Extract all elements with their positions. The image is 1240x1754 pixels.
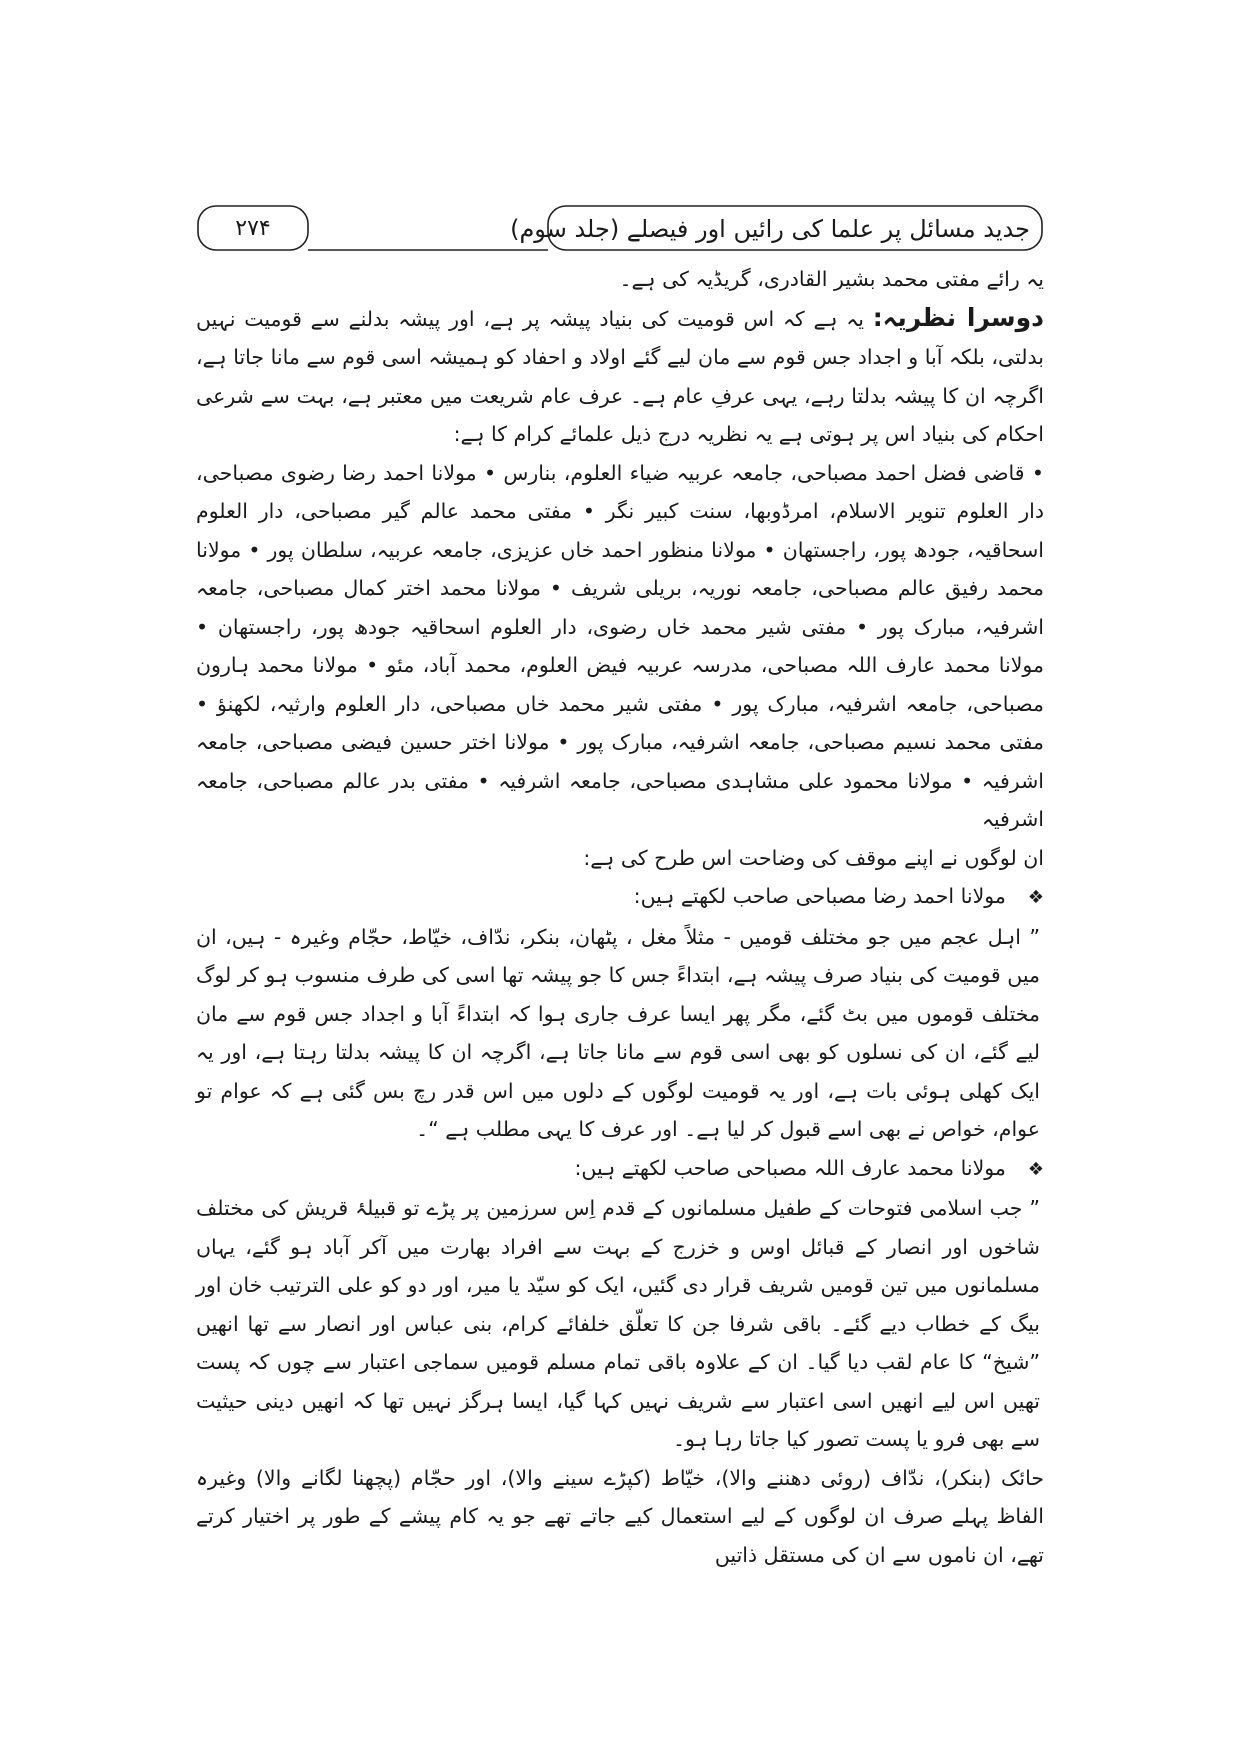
quote-heading [196,1149,1044,1190]
diamond-bullet-icon: ❖ [1027,1158,1044,1180]
page-number: ۲۷۴ [235,216,271,241]
paragraph: یہ رائے مفتی محمد بشیر القادری، گریڈیہ کی ہے۔ [619,267,1044,291]
section-lead: دوسرا نظریہ: [872,302,1045,332]
quote-heading [196,877,1044,918]
paragraph [196,299,1044,454]
diamond-bullet-icon: ❖ [1027,887,1044,908]
quote-heading-text: مولانا احمد رضا مصباحی صاحب لکھتے ہیں: [633,884,1006,908]
quotation: ” جب اسلامی فتوحات کے طفیل مسلمانوں کے قدم اِس سرزمین پر پڑے تو قبیلۂ قریش کی مختلف شاخوں اور انصار کے قبائل اوس و خزرج کے بہت سے افراد بھارت میں آکر آباد ہو گئے، یہاں مسلمانوں میں تین قومیں شریف قرار دی گئیں، ایک کو سیّد یا میر، اور دو کو علی الترتیب خان اور بیگ کے خطاب دیے گئے۔ باقی شرفا جن کا تعلّق خلفائے کرام، بنی عباس اور انصار سے تھا انھیں ”شیخ“ کا عام لقب دیا گیا۔ ان کے علاوہ باقی تمام مسلم قومیں سماجی اعتبار سے چوں کہ پست تھیں اس لیے انھیں اسی اعتبار سے شریف نہیں کہا گیا، ایسا ہرگز نہیں تھا کہ انھیں دینی حیثیت سے بھی فرو یا پست تصور کیا جاتا رہا ہو۔ [196,1196,1040,1451]
paragraph-text: یہ ہے کہ اس قومیت کی بنیاد پیشہ پر ہے، اور پیشہ بدلنے سے قومیت نہیں بدلتی، بلکہ آبا و اجداد جس قوم سے مان لیے گئے اولاد و احفاد کو ہمیشہ اسی قوم سے مانا جاتا ہے، اگرچہ ان کا پیشہ بدلتا رہے، یہی عرفِ عام ہے۔ عرف عام شریعت میں معتبر ہے، بہت سے شرعی احکام کی بنیاد اس پر ہوتی ہے یہ نظریہ درج ذیل علمائے کرام کا ہے: [196,306,1044,446]
paragraph: حائک (بنکر)، ندّاف (روئی دھننے والا)، خیّاط (کپڑے سینے والا)، اور حجّام (پچھنا لگانے والا) وغیرہ الفاظ پہلے صرف ان لوگوں کے لیے استعمال کیے جاتے تھے جو یہ کام پیشے کے طور پر اختیار کرتے تھے، ان ناموں سے ان کی مستقل ذاتیں [196,1465,1044,1567]
running-title: جدید مسائل پر علما کی رائیں اور فیصلے (جلد سوم) [510,215,1030,243]
scholars-list: • قاضی فضل احمد مصباحی، جامعہ عربیہ ضیاء العلوم، بنارس • مولانا احمد رضا رضوی مصباحی، دار العلوم تنویر الاسلام، امرڈوبھا، سنت کبیر نگر • مفتی محمد عالم گیر مصباحی، دار العلوم اسحاقیہ، جودھ پور، راجستھان • مولانا منظور احمد خاں عزیزی، جامعہ عربیہ، سلطان پور • مولانا محمد رفیق عالم مصباحی، جامعہ نوریہ، بریلی شریف • مولانا محمد اختر کمال مصباحی، جامعہ اشرفیہ، مبارک پور • مفتی شیر محمد خاں رضوی، دار العلوم اسحاقیہ جودھ پور، راجستھان • مولانا محمد عارف اللہ مصباحی، مدرسہ عربیہ فیض العلوم، محمد آباد، مئو • مولانا محمد ہارون مصباحی، جامعہ اشرفیہ، مبارک پور • مفتی شیر محمد خاں مصباحی، دار العلوم وارثیہ، لکھنؤ • مفتی محمد نسیم مصباحی، جامعہ اشرفیہ، مبارک پور • مولانا اختر حسین فیضی مصباحی، جامعہ اشرفیہ • مولانا محمود علی مشاہدی مصباحی، جامعہ اشرفیہ • مفتی بدر عالم مصباحی، جامعہ اشرفیہ [196,460,1044,831]
quotation: ” اہل عجم میں جو مختلف قومیں - مثلاً مغل ، پٹھان، بنکر، ندّاف، خیّاط، حجّام وغیرہ - ہیں، ان میں قومیت کی بنیاد صرف پیشہ ہے، ابتداءً جس کا جو پیشہ تھا اسی کی طرف منسوب ہو کر لوگ مختلف قوموں میں بٹ گئے، مگر پھر ایسا عرف جاری ہوا کہ ابتداءً آبا و اجداد جس قوم سے مان لیے گئے، ان کی نسلوں کو بھی اسی قوم سے مانا جاتا ہے، اگرچہ ان کا پیشہ بدلتا رہتا ہے، اور یہ ایک کھلی ہوئی بات ہے، اور یہ قومیت لوگوں کے دلوں میں اس قدر رچ بس گئی ہے کہ عوام تو عوام، خواص نے بھی اسے قبول کر لیا ہے۔ اور عرف کا یہی مطلب ہے “۔ [196,924,1040,1141]
paragraph: ان لوگوں نے اپنے موقف کی وضاحت اس طرح کی ہے: [583,845,1044,870]
page-header [196,202,1044,256]
page-body [196,260,1044,1574]
quote-heading-text: مولانا محمد عارف اللہ مصباحی صاحب لکھتے ہیں: [574,1155,1006,1180]
